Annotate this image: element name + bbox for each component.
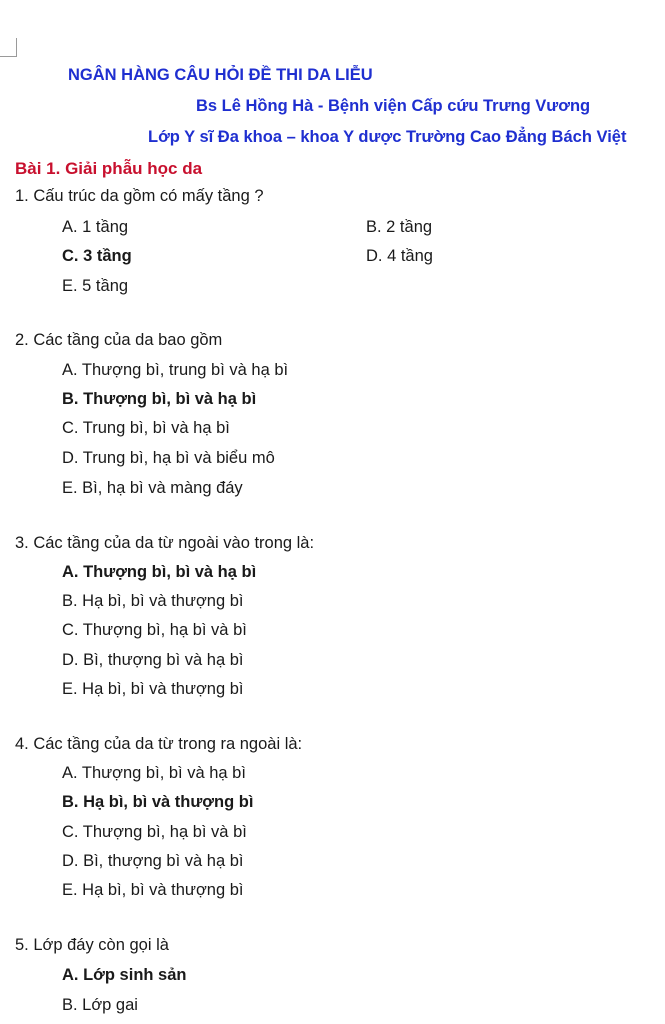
q1-option-d: D. 4 tầng [366,247,433,265]
section-title: Bài 1. Giải phẫu học da [15,159,203,178]
question-3: 3. Các tầng của da từ ngoài vào trong là: [15,534,315,552]
q3-option-b: B. Hạ bì, bì và thượng bì [62,592,244,610]
q3-option-a: A. Thượng bì, bì và hạ bì [62,563,257,581]
document-title: NGÂN HÀNG CÂU HỎI ĐỀ THI DA LIỄU [68,66,373,84]
q1-option-c: C. 3 tầng [62,247,132,265]
question-1: 1. Cấu trúc da gồm có mấy tầng ? [15,187,264,205]
q2-option-a: A. Thượng bì, trung bì và hạ bì [62,361,289,379]
document-class: Lớp Y sĩ Đa khoa – khoa Y dược Trường Cao Đẳng Bách Việt [148,128,627,146]
q4-option-b: B. Hạ bì, bì và thượng bì [62,793,254,811]
q3-option-c: C. Thượng bì, hạ bì và bì [62,621,247,639]
document-author: Bs Lê Hồng Hà - Bệnh viện Cấp cứu Trưng Vương [196,97,591,115]
q3-option-d: D. Bì, thượng bì và hạ bì [62,651,244,669]
q2-option-e: E. Bì, hạ bì và màng đáy [62,479,243,497]
question-5: 5. Lớp đáy còn gọi là [15,936,169,954]
q5-option-b: B. Lớp gai [62,996,138,1014]
q4-option-e: E. Hạ bì, bì và thượng bì [62,881,244,899]
q2-option-b: B. Thượng bì, bì và hạ bì [62,390,257,408]
q3-option-e: E. Hạ bì, bì và thượng bì [62,680,244,698]
q1-option-a: A. 1 tầng [62,218,129,236]
q1-option-e: E. 5 tầng [62,277,129,295]
q2-option-d: D. Trung bì, hạ bì và biểu mô [62,449,275,467]
q4-option-a: A. Thượng bì, bì và hạ bì [62,764,246,782]
q5-option-a: A. Lớp sinh sản [62,966,187,984]
question-2: 2. Các tầng của da bao gồm [15,331,223,349]
q2-option-c: C. Trung bì, bì và hạ bì [62,419,230,437]
q1-option-b: B. 2 tầng [366,218,433,236]
question-4: 4. Các tầng của da từ trong ra ngoài là: [15,735,303,753]
page-corner-marker [0,38,17,57]
q4-option-d: D. Bì, thượng bì và hạ bì [62,852,244,870]
q4-option-c: C. Thượng bì, hạ bì và bì [62,823,247,841]
